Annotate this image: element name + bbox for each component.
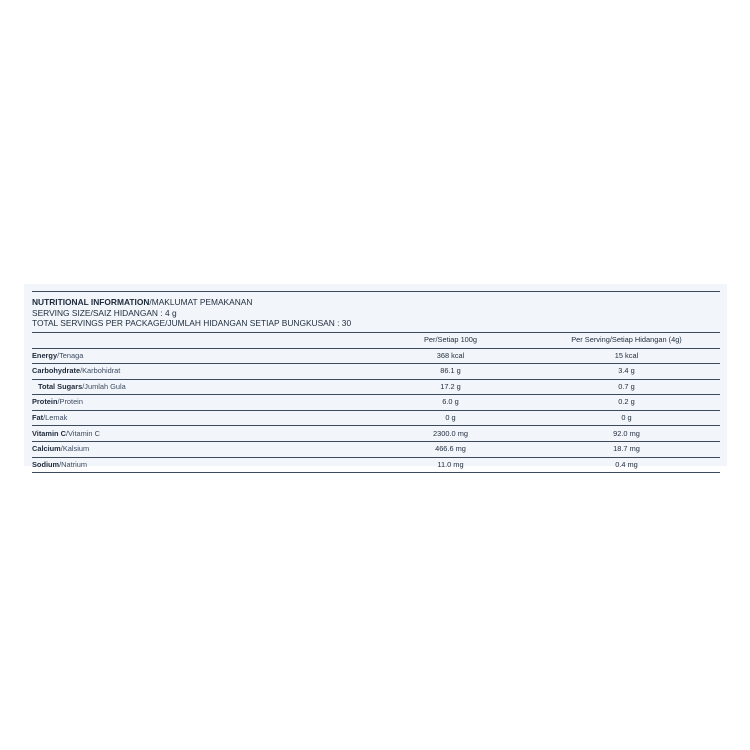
header-per-100g-my: /Setiap 100g: [435, 334, 478, 344]
nutrient-name-en: Carbohydrate: [32, 366, 81, 376]
nutrient-name-en: Sodium: [32, 459, 60, 469]
table-header-row: [32, 332, 720, 348]
nutrient-name: [32, 410, 368, 426]
nutrient-name-my: /Jumlah Gula: [82, 381, 126, 391]
nutrient-name: [32, 379, 368, 395]
nutrient-name: [32, 426, 368, 442]
nutrient-name-my: /Protein: [57, 397, 83, 407]
nutrient-name-my: /Kalsium: [60, 444, 90, 454]
nutrient-name-my: /Tenaga: [57, 350, 84, 360]
header-per-100g-en: Per: [423, 334, 436, 344]
nutrient-name: [32, 442, 368, 458]
value-per-100g: 6.0 g: [368, 395, 533, 411]
nutrient-name: [32, 364, 368, 380]
nutrient-name-my: /Karbohidrat: [80, 366, 121, 376]
nutrition-label: [32, 291, 720, 473]
table-row-carbohydrate: [32, 364, 720, 380]
header-per-serving: [533, 332, 720, 348]
serving-size-my: /SAIZ HIDANGAN : 4 g: [90, 307, 177, 318]
nutrient-name-en: Total Sugars: [38, 381, 83, 391]
serving-size-en: SERVING SIZE: [32, 307, 91, 318]
header-nutrient-cell: [32, 332, 368, 348]
value-per-serving: 3.4 g: [533, 364, 720, 380]
header-per-100g: [368, 332, 533, 348]
nutrient-name-en: Fat: [32, 412, 44, 422]
value-per-100g: 11.0 mg: [368, 457, 533, 473]
nutrient-name-en: Energy: [32, 350, 58, 360]
nutrient-name: [32, 348, 368, 364]
serving-size-line: [32, 308, 720, 319]
value-per-serving: 0.4 mg: [533, 457, 720, 473]
header-per-serving-my: /Setiap Hidangan (4g): [609, 334, 682, 344]
table-row-calcium: [32, 442, 720, 458]
table-row-protein: [32, 395, 720, 411]
nutrient-name-en: Protein: [32, 397, 58, 407]
value-per-100g: 2300.0 mg: [368, 426, 533, 442]
nutrient-name-en: Vitamin C: [32, 428, 66, 438]
value-per-100g: 17.2 g: [368, 379, 533, 395]
total-servings-my: /JUMLAH HIDANGAN SETIAP BUNGKUSAN : 30: [165, 318, 352, 328]
value-per-100g: 86.1 g: [368, 364, 533, 380]
nutrient-name: [32, 457, 368, 473]
nutrient-name-my: /Natrium: [59, 459, 88, 469]
nutrient-name: [32, 395, 368, 411]
total-servings-en: TOTAL SERVINGS PER PACKAGE: [32, 318, 166, 328]
table-row-vitamin-c: [32, 426, 720, 442]
value-per-serving: 0.2 g: [533, 395, 720, 411]
table-row-fat: [32, 410, 720, 426]
nutrition-table: [32, 332, 720, 474]
table-row-sodium: [32, 457, 720, 473]
value-per-100g: 0 g: [368, 410, 533, 426]
label-title: [32, 297, 720, 308]
label-title-my: /MAKLUMAT PEMAKANAN: [149, 297, 253, 307]
value-per-serving: 0 g: [533, 410, 720, 426]
nutrient-name-my: /Lemak: [43, 412, 68, 422]
nutrition-label-panel: [24, 284, 727, 469]
value-per-100g: 466.6 mg: [368, 442, 533, 458]
nutrient-name-my: /Vitamin C: [65, 428, 100, 438]
value-per-serving: 92.0 mg: [533, 426, 720, 442]
value-per-serving: 15 kcal: [533, 348, 720, 364]
table-row-energy: [32, 348, 720, 364]
value-per-100g: 368 kcal: [368, 348, 533, 364]
total-servings-line: [32, 318, 720, 329]
value-per-serving: 0.7 g: [533, 379, 720, 395]
table-row-total-sugars: [32, 379, 720, 395]
label-title-en: NUTRITIONAL INFORMATION: [32, 297, 150, 307]
header-per-serving-en: Per Serving: [571, 334, 610, 344]
nutrient-name-en: Calcium: [32, 444, 61, 454]
value-per-serving: 18.7 mg: [533, 442, 720, 458]
